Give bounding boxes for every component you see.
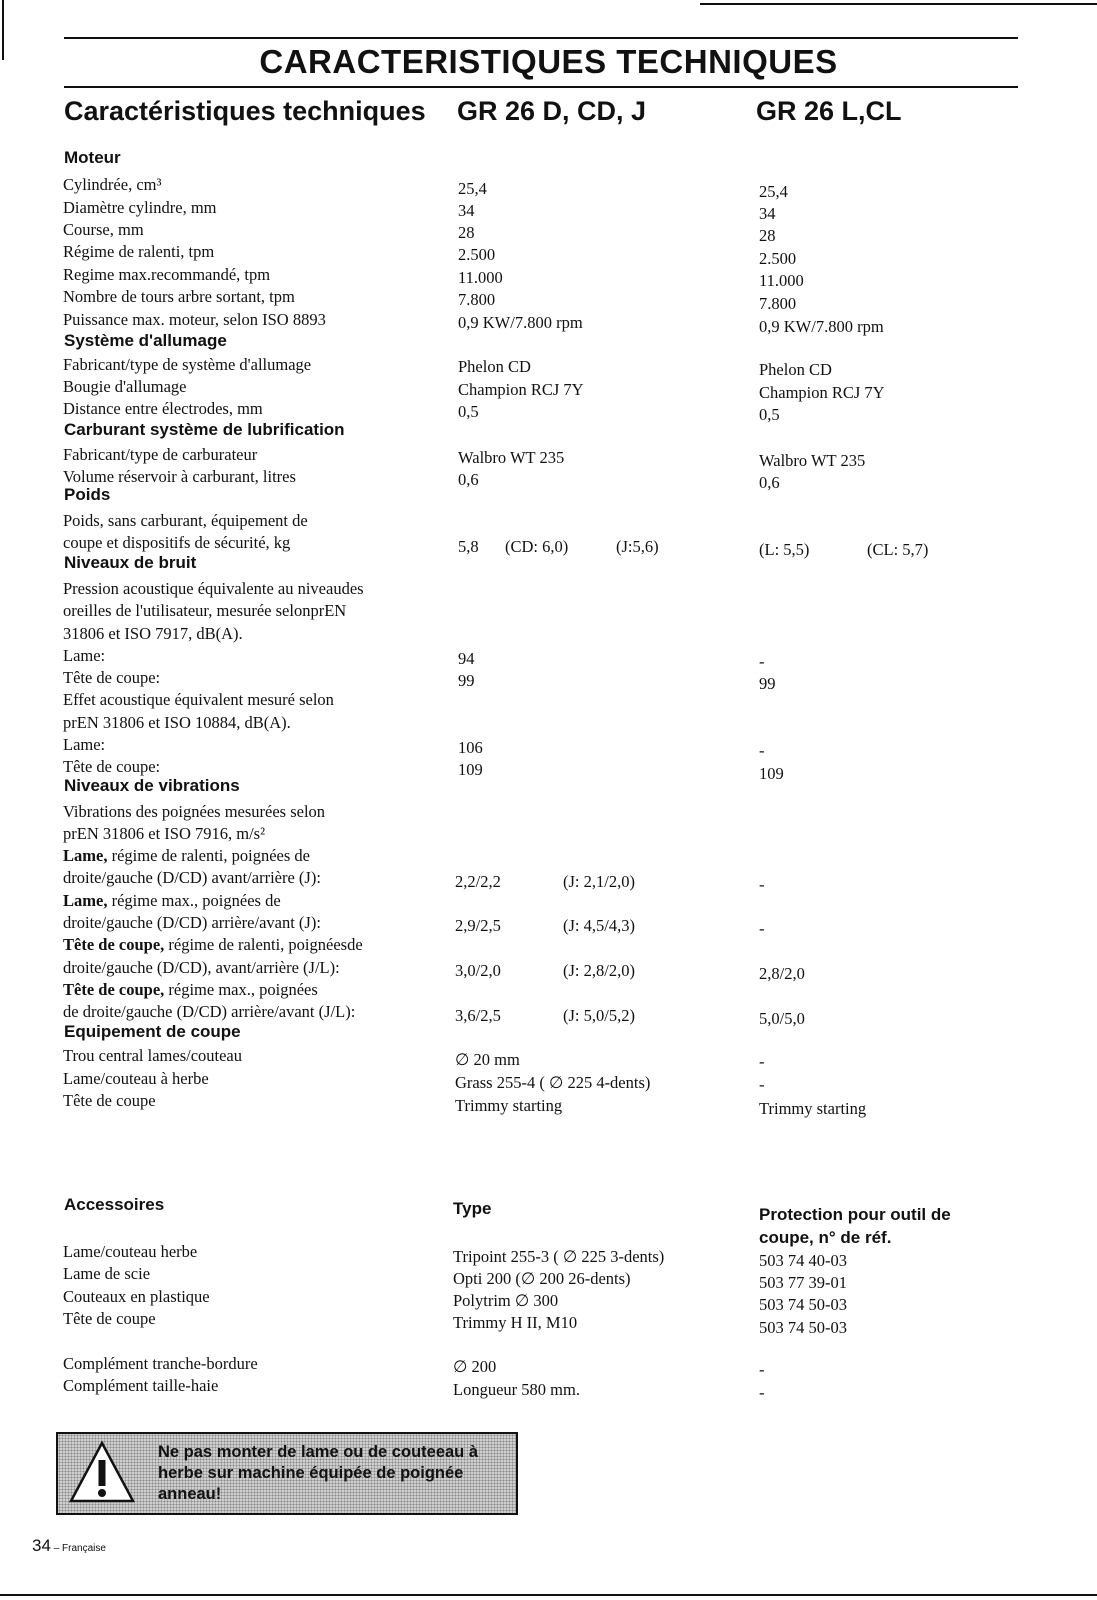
protection-heading-line1: Protection pour outil de [759, 1205, 951, 1224]
spec-label: Tête de coupe: [63, 668, 161, 687]
spec-label: de droite/gauche (D/CD) arrière/avant (J/L): [63, 1002, 356, 1021]
value-model-a-j: (J: 2,8/2,0) [563, 961, 635, 980]
spec-label-bold: Lame, [63, 846, 108, 865]
scan-edge-bottom [0, 1594, 1097, 1596]
value-model-b: 2.500 [759, 249, 797, 268]
value-model-a: Trimmy starting [455, 1096, 563, 1115]
spec-label: Trou central lames/couteau [63, 1046, 243, 1065]
protection-heading-line2: coupe, n° de réf. [759, 1228, 892, 1247]
section-allumage: Système d'allumage [64, 331, 227, 350]
page-footer [32, 1536, 106, 1556]
value-model-b: 0,5 [759, 405, 780, 424]
accessory-type: Tripoint 255-3 ( ∅ 225 3-dents) [453, 1247, 665, 1266]
accessory-type: Longueur 580 mm. [453, 1380, 580, 1399]
accessory-ref: - [759, 1360, 765, 1379]
spec-label: Fabricant/type de système d'allumage [63, 355, 312, 374]
value-model-a: 109 [458, 760, 483, 779]
value-model-b: Phelon CD [759, 360, 832, 379]
value-model-b: - [759, 652, 765, 671]
value-model-b: - [759, 1052, 765, 1071]
warning-triangle-icon [68, 1440, 136, 1504]
spec-label: droite/gauche (D/CD), avant/arrière (J/L): [63, 958, 340, 977]
spec-label: Régime de ralenti, tpm [63, 242, 215, 261]
footer-separator: – [50, 1543, 63, 1554]
spec-label: Lame: [63, 646, 106, 665]
value-model-a: 25,4 [458, 179, 487, 198]
spec-label: Lame/couteau à herbe [63, 1069, 209, 1088]
spec-label: Regime max.recommandé, tpm [63, 265, 271, 284]
value-model-b: Walbro WT 235 [759, 451, 866, 470]
accessory-type: Opti 200 (∅ 200 26-dents) [453, 1269, 631, 1288]
spec-label: coupe et dispositifs de sécurité, kg [63, 533, 291, 552]
spec-column-heading: Caractéristiques techniques [64, 96, 426, 126]
title-underline [64, 86, 1018, 88]
accessory-label: Complément taille-haie [63, 1376, 219, 1395]
value-model-a: 2.500 [458, 245, 496, 264]
accessory-label: Lame/couteau herbe [63, 1242, 198, 1261]
spec-label-rest: régime de ralenti, poignées de [107, 846, 310, 865]
value-model-a: 28 [458, 223, 475, 242]
value-model-a: 7.800 [458, 290, 496, 309]
value-model-b: 25,4 [759, 182, 788, 201]
value-model-b: Trimmy starting [759, 1099, 867, 1118]
value-model-b: 11.000 [759, 271, 804, 290]
accessory-type: Trimmy H II, M10 [453, 1313, 578, 1332]
spec-label: Lame: [63, 735, 106, 754]
section-moteur: Moteur [64, 148, 121, 167]
value-model-a: Grass 255-4 ( ∅ 225 4-dents) [455, 1073, 651, 1092]
spec-label: Bougie d'allumage [63, 377, 187, 396]
value-model-b-cl: (CL: 5,7) [867, 540, 929, 559]
value-model-a-j: (J: 5,0/5,2) [563, 1006, 635, 1025]
model-a-heading: GR 26 D, CD, J [457, 96, 647, 126]
accessory-ref: - [759, 1383, 765, 1402]
accessory-type: ∅ 200 [453, 1357, 497, 1376]
value-model-a-j: (J: 2,1/2,0) [563, 872, 635, 891]
spec-label [63, 933, 433, 956]
spec-label: Poids, sans carburant, équipement de [63, 511, 308, 530]
value-model-b: 99 [759, 674, 776, 693]
spec-label: Effet acoustique équivalent mesuré selon [63, 690, 334, 709]
value-model-a-cd: (CD: 6,0) [505, 537, 569, 556]
spec-label: Vibrations des poignées mesurées selon [63, 802, 326, 821]
spec-label-bold: Tête de coupe, [63, 935, 165, 954]
spec-label: Course, mm [63, 220, 144, 239]
value-model-a: 99 [458, 671, 475, 690]
spec-label: Volume réservoir à carburant, litres [63, 467, 296, 486]
spec-label: Fabricant/type de carburateur [63, 445, 258, 464]
page-title: CARACTERISTIQUES TECHNIQUES [259, 43, 838, 80]
scan-edge-top [700, 3, 1097, 5]
accessory-ref: 503 74 40-03 [759, 1251, 847, 1270]
spec-label: Nombre de tours arbre sortant, tpm [63, 287, 295, 306]
spec-label: Distance entre électrodes, mm [63, 399, 263, 418]
spec-label: oreilles de l'utilisateur, mesurée selonprEN [63, 601, 347, 620]
section-bruit: Niveaux de bruit [64, 553, 197, 572]
accessory-ref: 503 74 50-03 [759, 1295, 847, 1314]
accessories-heading: Accessoires [64, 1195, 165, 1214]
footer-language: Française [62, 1543, 106, 1554]
value-model-a: 34 [458, 201, 475, 220]
value-model-b-l: (L: 5,5) [759, 540, 810, 559]
value-model-a: 3,0/2,0 [455, 961, 501, 980]
spec-label: 31806 et ISO 7917, dB(A). [63, 624, 243, 643]
spec-label-bold: Tête de coupe, [63, 980, 165, 999]
top-rule [64, 37, 1018, 39]
value-model-a: 0,6 [458, 470, 479, 489]
value-model-b: 2,8/2,0 [759, 964, 805, 983]
value-model-a: Walbro WT 235 [458, 448, 565, 467]
value-model-b: 109 [759, 764, 784, 783]
warning-text: Ne pas monter de lame ou de couteeau à herbe sur machine équipée de poignée anneau! [158, 1443, 479, 1503]
spec-label-bold: Lame, [63, 891, 108, 910]
spec-label: Tête de coupe: [63, 757, 161, 776]
accessory-label: Couteaux en plastique [63, 1287, 210, 1306]
section-vibrations: Niveaux de vibrations [64, 776, 240, 795]
spec-label: droite/gauche (D/CD) arrière/avant (J): [63, 913, 321, 932]
value-model-a: Champion RCJ 7Y [458, 380, 584, 399]
spec-label: Cylindrée, cm³ [63, 175, 162, 194]
spec-label: Diamètre cylindre, mm [63, 198, 217, 217]
value-model-a: 2,9/2,5 [455, 916, 501, 935]
value-model-b: 0,9 KW/7.800 rpm [759, 317, 884, 336]
spec-label-rest: régime max., poignées de [107, 891, 281, 910]
scan-edge-left [2, 0, 4, 60]
accessory-label: Lame de scie [63, 1264, 151, 1283]
value-model-b: 5,0/5,0 [759, 1009, 805, 1028]
value-model-a: 0,5 [458, 402, 479, 421]
accessory-label: Tête de coupe [63, 1309, 156, 1328]
value-model-b: - [759, 1075, 765, 1094]
value-model-b: - [759, 741, 765, 760]
value-model-b: 28 [759, 226, 776, 245]
value-model-b: 0,6 [759, 473, 780, 492]
value-model-a: 2,2/2,2 [455, 872, 501, 891]
value-model-a: 0,9 KW/7.800 rpm [458, 313, 583, 332]
spec-label: droite/gauche (D/CD) avant/arrière (J): [63, 868, 321, 887]
spec-label [63, 889, 433, 912]
value-model-b: Champion RCJ 7Y [759, 383, 885, 402]
warning-box [56, 1432, 518, 1515]
value-model-a: 5,8 [458, 537, 479, 556]
value-model-b: 7.800 [759, 294, 797, 313]
spec-label: prEN 31806 et ISO 10884, dB(A). [63, 713, 291, 732]
spec-label [63, 978, 433, 1001]
section-carburant: Carburant système de lubrification [64, 420, 345, 439]
value-model-a-j: (J:5,6) [616, 537, 659, 556]
value-model-b: 34 [759, 204, 776, 223]
value-model-a: ∅ 20 mm [455, 1050, 520, 1069]
accessory-ref: 503 77 39-01 [759, 1273, 847, 1292]
value-model-b: - [759, 875, 765, 894]
value-model-a: Phelon CD [458, 357, 531, 376]
page-number: 34 [32, 1536, 51, 1555]
value-model-a: 106 [458, 738, 483, 757]
spec-label-rest: régime max., poignées [164, 980, 318, 999]
spec-label: Pression acoustique équivalente au niveaudes [63, 579, 364, 598]
spec-label: Tête de coupe [63, 1091, 156, 1110]
accessory-ref: 503 74 50-03 [759, 1318, 847, 1337]
value-model-a: 94 [458, 649, 475, 668]
section-poids: Poids [64, 485, 111, 504]
model-b-heading: GR 26 L,CL [756, 96, 902, 126]
accessory-label: Complément tranche-bordure [63, 1354, 258, 1373]
type-heading: Type [453, 1199, 492, 1218]
spec-label-rest: régime de ralenti, poignéesde [164, 935, 363, 954]
spec-label [63, 844, 433, 867]
accessory-type: Polytrim ∅ 300 [453, 1291, 559, 1310]
value-model-b: - [759, 919, 765, 938]
value-model-a: 11.000 [458, 268, 503, 287]
spec-label: prEN 31806 et ISO 7916, m/s² [63, 824, 266, 843]
value-model-a-j: (J: 4,5/4,3) [563, 916, 635, 935]
section-equipement: Equipement de coupe [64, 1022, 241, 1041]
spec-label: Puissance max. moteur, selon ISO 8893 [63, 310, 326, 329]
value-model-a: 3,6/2,5 [455, 1006, 501, 1025]
